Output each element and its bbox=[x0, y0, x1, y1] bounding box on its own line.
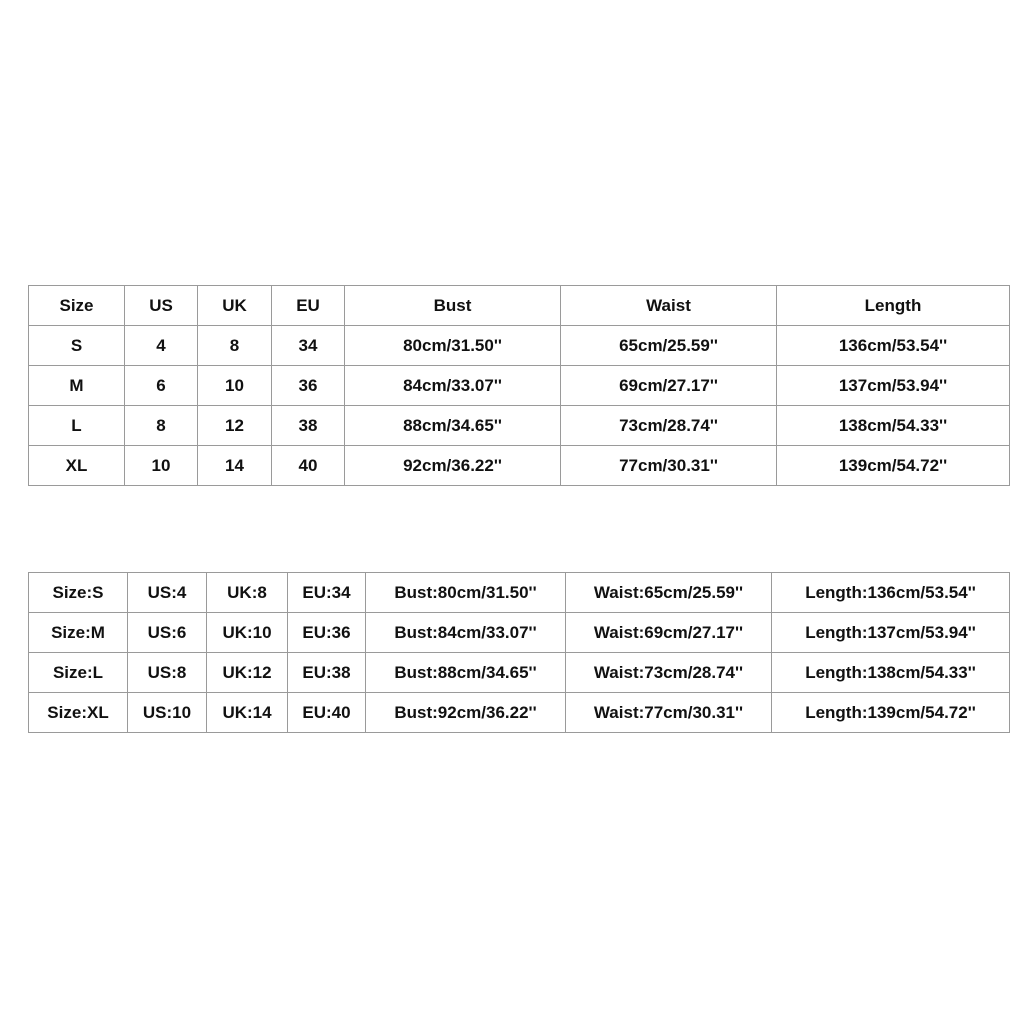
table-cell: Length:137cm/53.94'' bbox=[772, 613, 1010, 653]
table-cell: Size:S bbox=[29, 573, 128, 613]
table-cell: 73cm/28.74'' bbox=[561, 406, 777, 446]
table-cell: S bbox=[29, 326, 125, 366]
table-cell: 12 bbox=[198, 406, 272, 446]
table-cell: Bust:80cm/31.50'' bbox=[366, 573, 566, 613]
table-cell: Size:L bbox=[29, 653, 128, 693]
header-cell-us: US bbox=[125, 286, 198, 326]
table-row bbox=[29, 653, 1010, 693]
table-cell: 34 bbox=[272, 326, 345, 366]
table-row bbox=[29, 446, 1010, 486]
table-cell: 139cm/54.72'' bbox=[777, 446, 1010, 486]
table-cell: Length:139cm/54.72'' bbox=[772, 693, 1010, 733]
table-cell: 65cm/25.59'' bbox=[561, 326, 777, 366]
table-row bbox=[29, 406, 1010, 446]
table-cell: Size:XL bbox=[29, 693, 128, 733]
table-cell: 38 bbox=[272, 406, 345, 446]
table-header-row bbox=[29, 286, 1010, 326]
table-cell: 137cm/53.94'' bbox=[777, 366, 1010, 406]
table-cell: 136cm/53.54'' bbox=[777, 326, 1010, 366]
size-chart-table-columns bbox=[28, 285, 1010, 486]
table-cell: XL bbox=[29, 446, 125, 486]
table-cell: 10 bbox=[125, 446, 198, 486]
table-cell: 6 bbox=[125, 366, 198, 406]
table-cell: 77cm/30.31'' bbox=[561, 446, 777, 486]
header-cell-size: Size bbox=[29, 286, 125, 326]
table-cell: Waist:73cm/28.74'' bbox=[566, 653, 772, 693]
table-row bbox=[29, 613, 1010, 653]
table-cell: 14 bbox=[198, 446, 272, 486]
header-cell-bust: Bust bbox=[345, 286, 561, 326]
table-cell: EU:34 bbox=[288, 573, 366, 613]
table-cell: UK:14 bbox=[207, 693, 288, 733]
table-cell: 92cm/36.22'' bbox=[345, 446, 561, 486]
table-cell: UK:12 bbox=[207, 653, 288, 693]
table-cell: Waist:65cm/25.59'' bbox=[566, 573, 772, 613]
size-chart-table-inline bbox=[28, 572, 1010, 733]
header-cell-eu: EU bbox=[272, 286, 345, 326]
table-cell: UK:10 bbox=[207, 613, 288, 653]
header-cell-uk: UK bbox=[198, 286, 272, 326]
table-cell: US:4 bbox=[128, 573, 207, 613]
table-cell: Bust:88cm/34.65'' bbox=[366, 653, 566, 693]
table-cell: 88cm/34.65'' bbox=[345, 406, 561, 446]
table-cell: M bbox=[29, 366, 125, 406]
table-cell: Waist:69cm/27.17'' bbox=[566, 613, 772, 653]
table-cell: Size:M bbox=[29, 613, 128, 653]
table-cell: 4 bbox=[125, 326, 198, 366]
header-cell-length: Length bbox=[777, 286, 1010, 326]
table-row bbox=[29, 693, 1010, 733]
table-cell: Length:138cm/54.33'' bbox=[772, 653, 1010, 693]
table-cell: US:6 bbox=[128, 613, 207, 653]
table-cell: EU:36 bbox=[288, 613, 366, 653]
table-cell: Bust:84cm/33.07'' bbox=[366, 613, 566, 653]
table-cell: 80cm/31.50'' bbox=[345, 326, 561, 366]
table-cell: 36 bbox=[272, 366, 345, 406]
table-cell: 69cm/27.17'' bbox=[561, 366, 777, 406]
table-cell: UK:8 bbox=[207, 573, 288, 613]
table-cell: 138cm/54.33'' bbox=[777, 406, 1010, 446]
table-cell: EU:40 bbox=[288, 693, 366, 733]
table-cell: US:10 bbox=[128, 693, 207, 733]
table-row bbox=[29, 326, 1010, 366]
table-cell: Waist:77cm/30.31'' bbox=[566, 693, 772, 733]
table-cell: L bbox=[29, 406, 125, 446]
table-row bbox=[29, 366, 1010, 406]
table-cell: 8 bbox=[198, 326, 272, 366]
table-cell: 8 bbox=[125, 406, 198, 446]
table-cell: 40 bbox=[272, 446, 345, 486]
table-cell: Bust:92cm/36.22'' bbox=[366, 693, 566, 733]
table-cell: 10 bbox=[198, 366, 272, 406]
header-cell-waist: Waist bbox=[561, 286, 777, 326]
table-row bbox=[29, 573, 1010, 613]
table-cell: US:8 bbox=[128, 653, 207, 693]
table-cell: EU:38 bbox=[288, 653, 366, 693]
table-cell: Length:136cm/53.54'' bbox=[772, 573, 1010, 613]
table-cell: 84cm/33.07'' bbox=[345, 366, 561, 406]
